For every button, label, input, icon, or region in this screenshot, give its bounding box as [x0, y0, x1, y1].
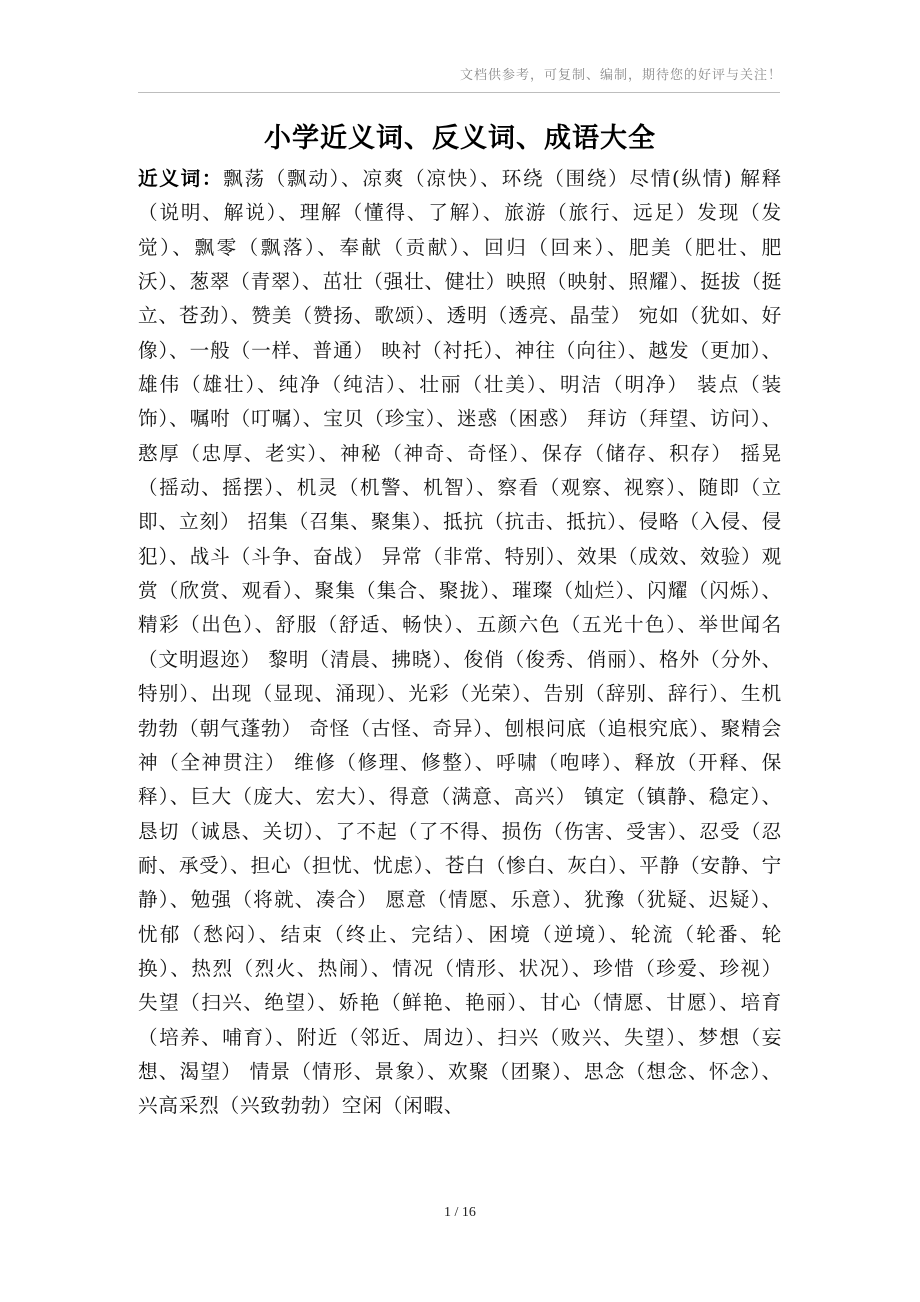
synonym-list-text: 飘荡（飘动）、凉爽（凉快）、环绕（围绕）尽情(纵情) 解释（说明、解说）、理解（懂得、了解）、旅游（旅行、远足）发现（发觉）、飘零（飘落）、奉献（贡献）、回归（回来）、肥美（肥壮、肥沃）、葱翠（青翠）、茁壮（强壮、健壮）映照（映射、照耀）、挺拔（挺立、苍劲）、赞美（赞扬、歌颂）、透明（透亮、晶莹） 宛如（犹如、好像）、一般（一样、普通） 映衬（衬托）、神往（向往）、越发（更加）、雄伟（雄壮）、纯净（纯洁）、壮丽（壮美）、明洁（明净） 装点（装饰）、嘱咐（叮嘱）、宝贝（珍宝）、迷惑（困惑） 拜访（拜望、访问）、憨厚（忠厚、老实）、神秘（神奇、奇怪）、保存（储存、积存） 摇晃（摇动、摇摆）、机灵（机警、机智）、察看（观察、视察）、随即（立即、立刻） 招集（召集、聚集）、抵抗（抗击、抵抗）、侵略（入侵、侵犯）、战斗（斗争、奋战） 异常（非常、特别）、效果（成效、效验）观赏（欣赏、观看）、聚集（集合、聚拢）、璀璨（灿烂）、闪耀（闪烁）、精彩（出色）、舒服（舒适、畅快）、五颜六色（五光十色）、举世闻名（文明遐迩） 黎明（清晨、拂晓）、俊俏（俊秀、俏丽）、格外（分外、特别）、出现（显现、涌现）、光彩（光荣）、告别（辞别、辞行）、生机勃勃（朝气蓬勃） 奇怪（古怪、奇异）、刨根问底（追根究底）、聚精会神（全神贯注） 维修（修理、修整）、呼啸（咆哮）、释放（开释、保释）、巨大（庞大、宏大）、得意（满意、高兴） 镇定（镇静、稳定）、恳切（诚恳、关切）、了不起（了不得、损伤（伤害、受害）、忍受（忍耐、承受）、担心（担忧、忧虑）、苍白（惨白、灰白）、平静（安静、宁静）、勉强（将就、凑合） 愿意（情愿、乐意）、犹豫（犹疑、迟疑）、忧郁（愁闷）、结束（终止、完结）、困境（逆境）、轮流（轮番、轮换）、热烈（烈火、热闹）、情况（情形、状况）、珍惜（珍爱、珍视） 失望（扫兴、绝望）、娇艳（鲜艳、艳丽）、甘心（情愿、甘愿）、培育（培养、哺育）、附近（邻近、周边）、扫兴（败兴、失望）、梦想（妄想、渴望） 情景（情形、景象）、欢聚（团聚）、思念（想念、怀念）、兴高采烈（兴致勃勃）空闲（闲暇、 — [138, 167, 782, 1118]
header-note: 文档供参考，可复制、编制，期待您的好评与关注！ — [459, 68, 782, 83]
section-label-synonyms: 近义词： — [138, 167, 224, 190]
synonym-paragraph — [138, 162, 782, 1124]
header-divider — [138, 92, 780, 93]
page-indicator: 1 / 16 — [444, 1205, 476, 1220]
document-title: 小学近义词、反义词、成语大全 — [264, 123, 656, 154]
